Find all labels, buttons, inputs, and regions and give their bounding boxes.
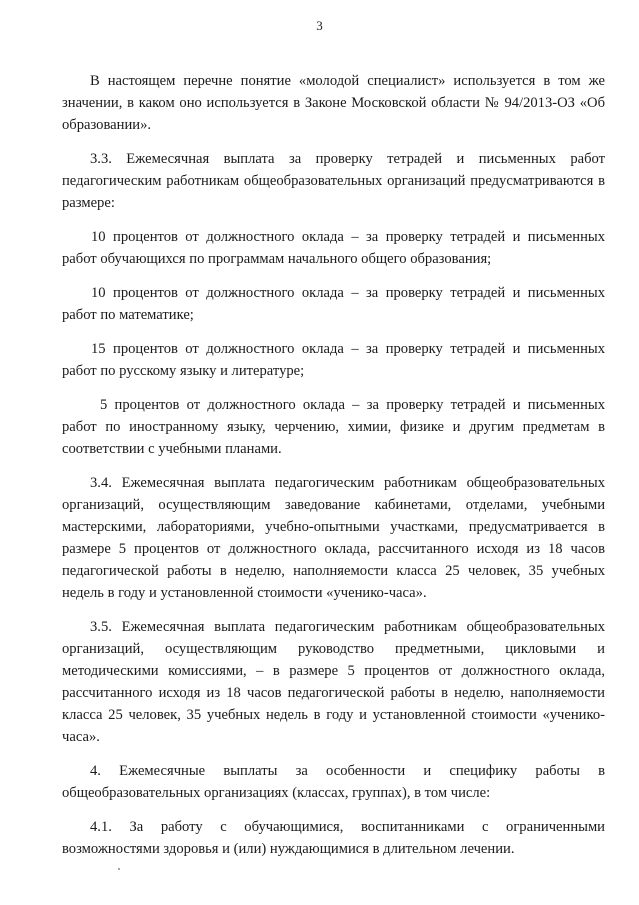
paragraph-young-specialist-definition: В настоящем перечне понятие «молодой специалист» используется в том же значении, в каком оно используется в Законе Московской области № 94/2013-ОЗ «Об образовании».	[62, 73, 605, 133]
scan-artifact	[118, 868, 120, 870]
paragraph-foreign-language-rate: 5 процентов от должностного оклада – за проверку тетрадей и письменных работ по иностранному языку, черчению, химии, физике и другим предметам в соответствии с учебными планами.	[62, 397, 605, 457]
paragraph-4-1: 4.1. За работу с обучающимися, воспитанниками с ограниченными возможностями здоровья и (или) нуждающимися в длительном лечении.	[62, 819, 605, 857]
paragraph-3-4: 3.4. Ежемесячная выплата педагогическим работникам общеобразовательных организаций, осуществляющим заведование кабинетами, отделами, учебными мастерскими, лабораториями, учебно-опытными участками, предусматривается в размере 5 процентов от должностного оклада, рассчитанного исходя из 18 часов педагогической работы в неделю, наполняемости класса 25 человек, 35 учебных недель в году и установленной стоимости «ученико-часа».	[62, 475, 605, 601]
paragraph-russian-literature-rate: 15 процентов от должностного оклада – за проверку тетрадей и письменных работ по русскому языку и литературе;	[62, 341, 605, 379]
paragraph-3-3: 3.3. Ежемесячная выплата за проверку тетрадей и письменных работ педагогическим работникам общеобразовательных организаций предусматриваются в размере:	[62, 151, 605, 211]
document-body	[62, 70, 605, 872]
paragraph-4: 4. Ежемесячные выплаты за особенности и специфику работы в общеобразовательных организациях (классах, группах), в том числе:	[62, 763, 605, 801]
paragraph-math-rate: 10 процентов от должностного оклада – за проверку тетрадей и письменных работ по математике;	[62, 285, 605, 323]
paragraph-primary-education-rate: 10 процентов от должностного оклада – за проверку тетрадей и письменных работ обучающихся по программам начального общего образования;	[62, 229, 605, 267]
page-number: 3	[316, 18, 323, 33]
paragraph-3-5: 3.5. Ежемесячная выплата педагогическим работникам общеобразовательных организаций, осуществляющим руководство предметными, цикловыми и методическими комиссиями, – в размере 5 процентов от должностного оклада, рассчитанного исходя из 18 часов педагогической работы в неделю, наполняемости класса 25 человек, 35 учебных недель в году и установленной стоимости «ученико-часа».	[62, 619, 605, 745]
